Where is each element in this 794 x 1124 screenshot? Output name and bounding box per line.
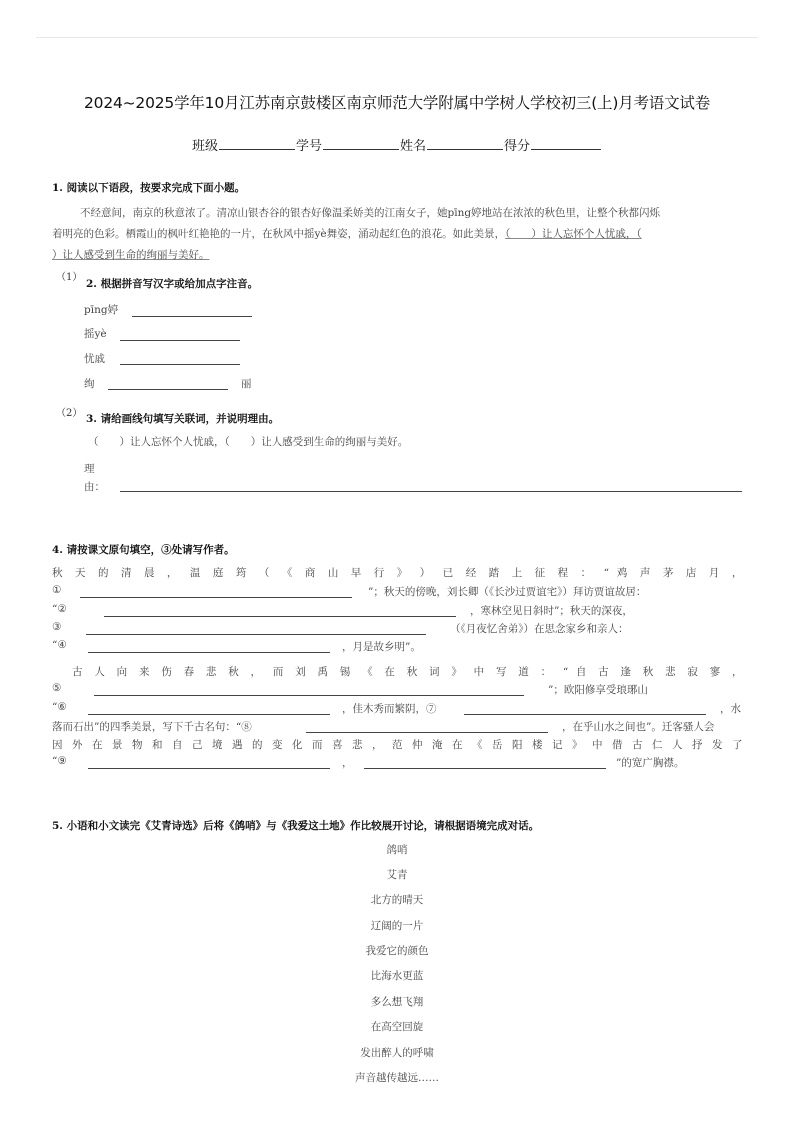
q4-blank-2[interactable] <box>104 616 456 617</box>
q4-blank-2-label: “② <box>52 603 67 615</box>
q1-passage-line2 <box>52 224 752 245</box>
q2-item-4: 绚 <box>84 378 95 390</box>
q4-line-10-text: 淹 <box>432 739 446 751</box>
q4-blank-7[interactable] <box>464 714 706 715</box>
q4-line-3-text: ，寒林空见日斜时”；秋天的深夜， <box>470 605 633 617</box>
q4-line-6-text: 》 <box>451 666 467 678</box>
q4-line-1-text: 温 <box>189 567 205 579</box>
q4-line-1-text: 庭 <box>212 567 228 579</box>
q4-line-1-text: 行 <box>373 567 389 579</box>
q4-line-6-text: 向 <box>116 666 132 678</box>
q4-blank-6[interactable] <box>88 714 330 715</box>
q4-line-6-text: 而 <box>272 666 288 678</box>
q4-line-1-text: 店 <box>685 567 701 579</box>
q4-line-4-text: （《月夜忆舍弟》）在思念家乡和亲人： <box>450 623 629 635</box>
q4-line-10-text: 和 <box>152 739 166 751</box>
q2-answer-line-1[interactable] <box>132 316 252 317</box>
q4-line-6-text: 在 <box>384 666 400 678</box>
q4-heading: 4. 请按课文原句填空，③处请写作者。 <box>52 544 235 556</box>
q4-line-10-text: 化 <box>292 739 306 751</box>
score-blank[interactable] <box>531 136 601 150</box>
q1-underlined-sentence-a: （ ）让人忘怀个人忧戚，（ <box>505 228 642 240</box>
score-label: 得分 <box>504 139 531 154</box>
q2-heading: 2. 根据拼音写汉字或给加点字注音。 <box>86 278 259 290</box>
q4-line-6-text: “ <box>562 666 569 678</box>
q4-line-10-text: 物 <box>132 739 146 751</box>
q4-line-1 <box>52 565 742 580</box>
q4-line-1-text: 征 <box>534 567 550 579</box>
q4-line-1-text: 晨 <box>143 567 160 579</box>
q4-line-1-text: 天 <box>74 567 91 579</box>
q4-line-10-text: 己 <box>192 739 206 751</box>
q4-line-7-text: ”；欧阳修享受琅琊山 <box>548 684 648 696</box>
q4-line-6-text: 秋 <box>642 666 658 678</box>
q4-line-1-text: 》 <box>396 567 412 579</box>
q3-heading: 3. 请给画线句填写关联词，并说明理由。 <box>86 413 280 425</box>
q4-line-6-text: 来 <box>138 666 154 678</box>
q4-line-10-text: 遇 <box>232 739 246 751</box>
q4-line-10-text: 悲 <box>352 739 366 751</box>
q4-line-10-text: 岳 <box>492 739 506 751</box>
q1-passage-line3 <box>52 245 752 266</box>
q4-line-1-text: 上 <box>511 567 527 579</box>
class-blank[interactable] <box>219 136 295 150</box>
q4-line-1-text: 商 <box>304 567 320 579</box>
q4-line-1-text: 秋 <box>52 567 68 579</box>
q4-line-6-text: 古 <box>598 666 613 678</box>
q4-blank-1[interactable] <box>80 597 352 598</box>
q4-line-2-text: ”；秋天的傍晚，刘长卿（《长沙过贾谊宅》）拜访贾谊故居： <box>368 586 647 598</box>
poem-line: 声音越传越远…… <box>355 1072 439 1084</box>
q4-blank-4-label: “④ <box>52 639 67 651</box>
q4-blank-9b[interactable] <box>364 768 606 769</box>
q4-line-1-text: 声 <box>639 567 655 579</box>
q4-blank-5-label: ⑤ <box>52 682 62 694</box>
q4-line-10-text: 在 <box>92 739 106 751</box>
q4-line-10-text: 外 <box>72 739 86 751</box>
q4-line-6-text: ： <box>540 666 556 678</box>
q4-line-10-text: 古 <box>632 739 646 751</box>
q4-line-10-text: 仲 <box>412 739 426 751</box>
q4-blank-6-label: “⑥ <box>52 701 67 713</box>
q2-answer-line-3[interactable] <box>120 364 240 365</box>
q4-line-10-text: 喜 <box>332 739 346 751</box>
q4-line-10 <box>52 737 742 752</box>
poem-line: 多么想飞翔 <box>370 996 424 1008</box>
q4-line-6-text: 古 <box>72 666 87 678</box>
q4-line-10-text: 抒 <box>692 739 706 751</box>
q4-line-1-text: ） <box>419 567 435 579</box>
q4-line-1-text: ： <box>580 567 596 579</box>
q4-line-11-tail: ”的宽广胸襟。 <box>616 757 685 769</box>
q4-blank-4[interactable] <box>88 652 330 653</box>
q4-line-6-text: 中 <box>473 666 489 678</box>
q4-line-6-text: 春 <box>183 666 199 678</box>
q4-line-1-text: 已 <box>442 567 458 579</box>
q4-line-6-text: 伤 <box>161 666 176 678</box>
q4-line-6-text: 道 <box>518 666 533 678</box>
q4-line-10-text: 而 <box>312 739 326 751</box>
q4-line-11-comma: ， <box>342 757 353 769</box>
q4-line-6-text: 词 <box>429 666 444 678</box>
q4-line-6-text: 秋 <box>228 666 243 678</box>
q3-reason-label-2: 由： <box>84 481 105 493</box>
q4-line-6-text: ， <box>250 666 266 678</box>
id-label: 学号 <box>295 139 322 154</box>
q1-passage-line2-text: 着明亮的色彩。栖霞山的枫叶红艳艳的一片，在秋风中摇yè舞姿，涌动起红色的浪花。如此美景， <box>52 228 506 240</box>
poem-line: 北方的晴天 <box>370 894 424 906</box>
q4-line-1-text: “ <box>603 567 609 579</box>
poem-line: 辽阔的一片 <box>370 920 424 932</box>
q2-item-2: 摇yè <box>84 328 107 340</box>
name-label: 姓名 <box>400 139 427 154</box>
q3-reason-line[interactable] <box>120 491 742 492</box>
q4-line-10-text: 》 <box>572 739 586 751</box>
q4-line-6-text: 刘 <box>295 666 310 678</box>
q4-line-1-text: （ <box>258 567 274 579</box>
q4-line-10-text: 境 <box>212 739 226 751</box>
student-info-row <box>0 135 794 154</box>
q4-line-1-text: 鸡 <box>616 567 632 579</box>
q4-line-10-text: 了 <box>732 739 743 751</box>
q4-blank-3[interactable] <box>86 634 426 635</box>
poem-line: 发出醉人的呼啸 <box>360 1047 434 1059</box>
poem-line: 比海水更蓝 <box>370 970 424 982</box>
q2-item-1: pīng婷 <box>84 304 119 316</box>
q4-blank-8[interactable] <box>306 732 548 733</box>
q4-line-9-text: 落而石出”的四季美景，写下千古名句：“⑧ <box>52 721 252 733</box>
q4-line-1-text: 的 <box>97 567 114 579</box>
q4-blank-1-label: ① <box>52 584 62 596</box>
poem-line: 我爱它的颜色 <box>365 945 429 957</box>
q4-line-10-text: 变 <box>272 739 286 751</box>
q4-line-1-text: 经 <box>465 567 481 579</box>
q4-line-6-text: 寥 <box>709 666 725 678</box>
q5-heading: 5. 小语和小文读完《艾青诗选》后将《鸽哨》与《我爱这土地》作比较展开讨论，请根据语境完成对话。 <box>52 820 540 832</box>
poem-title: 鸽哨 <box>386 844 408 856</box>
q4-line-10-text: 记 <box>552 739 566 751</box>
q4-line-6 <box>72 664 742 679</box>
q4-line-10-text: 仁 <box>652 739 666 751</box>
q1-underlined-sentence-b: ）让人感受到生命的绚丽与美好。 <box>52 249 210 261</box>
q4-line-6-text: 锡 <box>339 666 355 678</box>
q4-line-1-text: 清 <box>120 567 137 579</box>
id-blank[interactable] <box>323 136 399 150</box>
q2-answer-line-4[interactable] <box>108 389 228 390</box>
q3-sentence: （ ）让人忘怀个人忧戚，（ ）让人感受到生命的绚丽与美好。 <box>88 436 409 448</box>
q4-line-10-text: 的 <box>252 739 266 751</box>
q4-line-1-text: 《 <box>281 567 297 579</box>
q4-blank-3-label: ③ <box>52 621 62 633</box>
q4-line-1-text: 踏 <box>488 567 504 579</box>
q4-line-6-text: 秋 <box>406 666 422 678</box>
q4-line-6-text: 寂 <box>687 666 703 678</box>
name-blank[interactable] <box>427 136 503 150</box>
q4-line-10-text: 因 <box>52 739 66 751</box>
q4-line-6-text: 写 <box>495 666 511 678</box>
q1-passage <box>52 203 752 266</box>
q4-line-1-text: 山 <box>327 567 343 579</box>
q4-line-6-text: 悲 <box>205 666 221 678</box>
q4-line-1-text: 茅 <box>662 567 678 579</box>
q4-line-10-text: 在 <box>452 739 466 751</box>
q4-line-10-text: 自 <box>172 739 186 751</box>
q4-line-10-text: 发 <box>712 739 726 751</box>
q4-line-1-text: 程 <box>557 567 573 579</box>
sub-question-1-number: （1） <box>56 272 83 283</box>
q4-line-10-text: 楼 <box>532 739 546 751</box>
q4-blank-9-label: “⑨ <box>52 755 67 767</box>
q4-line-10-text: 中 <box>592 739 606 751</box>
poem-author: 艾青 <box>386 869 408 881</box>
q4-line-10-text: ， <box>372 739 386 751</box>
q4-line-8-tail: ，水 <box>720 703 741 715</box>
q4-line-6-text: 《 <box>362 666 377 678</box>
poem-line: 在高空回旋 <box>370 1021 424 1033</box>
q4-line-6-text: ， <box>732 666 743 678</box>
class-label: 班级 <box>191 139 218 154</box>
q4-line-6-text: 悲 <box>665 666 680 678</box>
q4-line-10-text: 阳 <box>512 739 526 751</box>
q1-passage-line1: 不经意间，南京的秋意浓了。清凉山银杏谷的银杏好像温柔娇美的江南女子，她pīng婷地站在浓浓的秋色里，让整个秋都闪烁 <box>80 207 661 219</box>
q4-line-10-text: 范 <box>392 739 406 751</box>
q4-line-6-text: 禹 <box>317 666 333 678</box>
header-rule <box>36 37 758 38</box>
q4-line-9-tail: ，在乎山水之间也”。迁客骚人会 <box>562 721 715 733</box>
q4-line-1-text: ， <box>731 567 743 579</box>
q4-line-10-text: 借 <box>612 739 626 751</box>
q4-blank-9a[interactable] <box>88 768 330 769</box>
q4-blank-5[interactable] <box>94 695 524 696</box>
q4-line-6-text: 自 <box>575 666 591 678</box>
q4-line-10-text: 景 <box>112 739 126 751</box>
q2-answer-line-2[interactable] <box>120 340 240 341</box>
q4-line-5-text: ，月是故乡明”。 <box>342 641 421 653</box>
page-title: 2024~2025学年10月江苏南京鼓楼区南京师范大学附属中学树人学校初三(上)月考语文试卷 <box>84 94 710 112</box>
q2-item-4-suffix: 丽 <box>241 378 252 390</box>
q4-line-6-text: 人 <box>94 666 110 678</box>
q4-line-6-text: 逢 <box>620 666 636 678</box>
q4-line-1-text: 早 <box>350 567 366 579</box>
q2-item-3: 忧戚 <box>84 353 105 365</box>
q4-line-8-text: ，佳木秀而繁阴，⑦ <box>342 703 437 715</box>
q4-line-1-text: 筠 <box>235 567 251 579</box>
q4-line-1-text: 月 <box>708 567 724 579</box>
q4-line-1-text: ， <box>166 567 182 579</box>
q1-heading: 1. 阅读以下语段，按要求完成下面小题。 <box>52 182 246 194</box>
q4-line-10-text: 人 <box>672 739 686 751</box>
q3-reason-label-1: 理 <box>84 463 95 475</box>
sub-question-2-number: （2） <box>56 408 83 419</box>
q4-line-10-text: 《 <box>472 739 486 751</box>
